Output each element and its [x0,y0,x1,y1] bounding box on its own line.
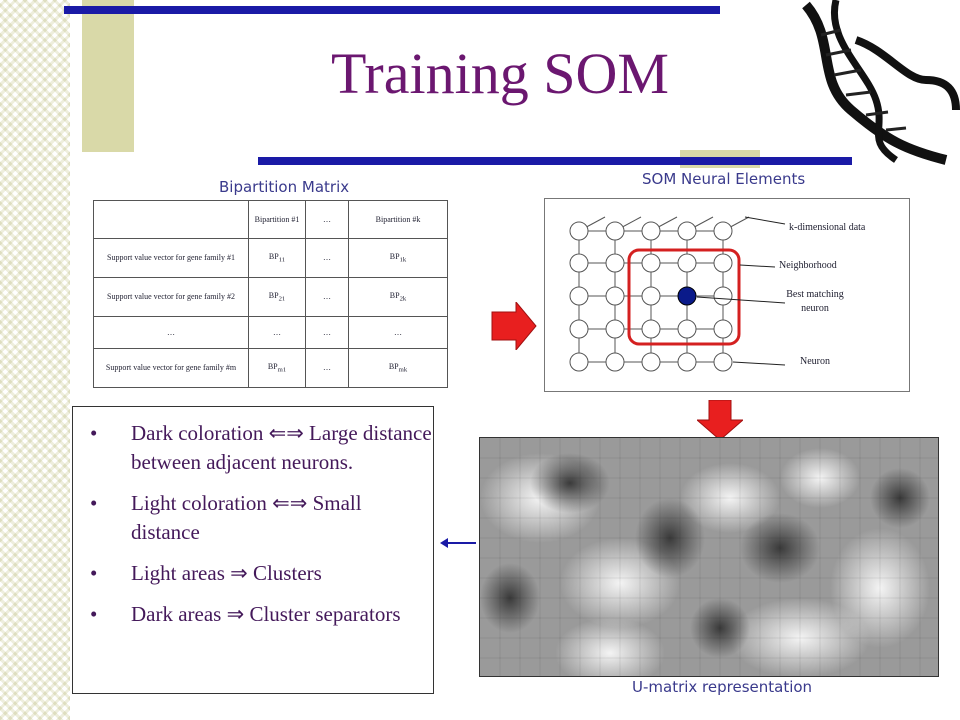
table-cell: $BP_{21}$ [249,277,306,316]
table-cell: … [306,348,349,387]
navy-bar-middle [258,157,852,165]
k-dimensional-data-label: k-dimensional data [789,222,866,233]
table-cell: … [306,316,349,348]
bullet-item: • Dark areas ⇒ Cluster separators [73,600,433,629]
neighborhood-label: Neighborhood [779,260,837,271]
som-neural-elements-label: SOM Neural Elements [642,170,806,188]
bullet-item: • Dark coloration ⇐⇒ Large distance between adjacent neurons. [73,419,433,477]
bullet-item: • Light coloration ⇐⇒ Small distance [73,489,433,547]
table-cell: Support value vector for gene family #2 [94,277,249,316]
table-cell: $BP_{1k}$ [349,239,448,278]
best-matching-neuron [678,287,696,305]
table-header-cell: Bipartition #1 [249,201,306,239]
table-cell: Support value vector for gene family #1 [94,239,249,278]
neuron-label: Neuron [800,356,830,367]
table-cell: … [306,239,349,278]
slide-title: Training SOM [331,41,669,106]
red-block-arrow-icon [490,302,538,350]
table-header-cell [94,201,249,239]
bipartition-matrix-label: Bipartition Matrix [219,178,350,196]
table-cell: … [94,316,249,348]
bullet-list-box [72,406,434,694]
table-header-cell: … [306,201,349,239]
red-block-arrow-down-icon [697,400,743,440]
som-neuron-grid-diagram [544,198,910,392]
table-cell: $BP_{m1}$ [249,348,306,387]
dna-helix-icon [796,0,960,165]
table-row [94,316,448,348]
best-matching-neuron-label: Best matching neuron [786,289,844,314]
table-cell: … [306,277,349,316]
table-row [94,348,448,387]
navy-bar-top [64,6,720,14]
table-cell: Support value vector for gene family #m [94,348,249,387]
bullet-list [73,407,433,629]
u-matrix-label: U-matrix representation [632,678,813,696]
table-row [94,239,448,278]
bipartition-matrix-table [93,200,448,388]
table-header-cell: Bipartition #k [349,201,448,239]
table-cell: … [249,316,306,348]
table-cell: … [349,316,448,348]
table-header-row [94,201,448,239]
decorative-stripes [0,0,70,720]
table-cell: $BP_{2k}$ [349,277,448,316]
table-cell: $BP_{mk}$ [349,348,448,387]
table-cell: $BP_{11}$ [249,239,306,278]
u-matrix-image [479,437,939,677]
bullet-item: • Light areas ⇒ Clusters [73,559,433,588]
table-row [94,277,448,316]
arrow-left-icon [440,536,476,550]
u-matrix-heatmap [480,438,938,676]
